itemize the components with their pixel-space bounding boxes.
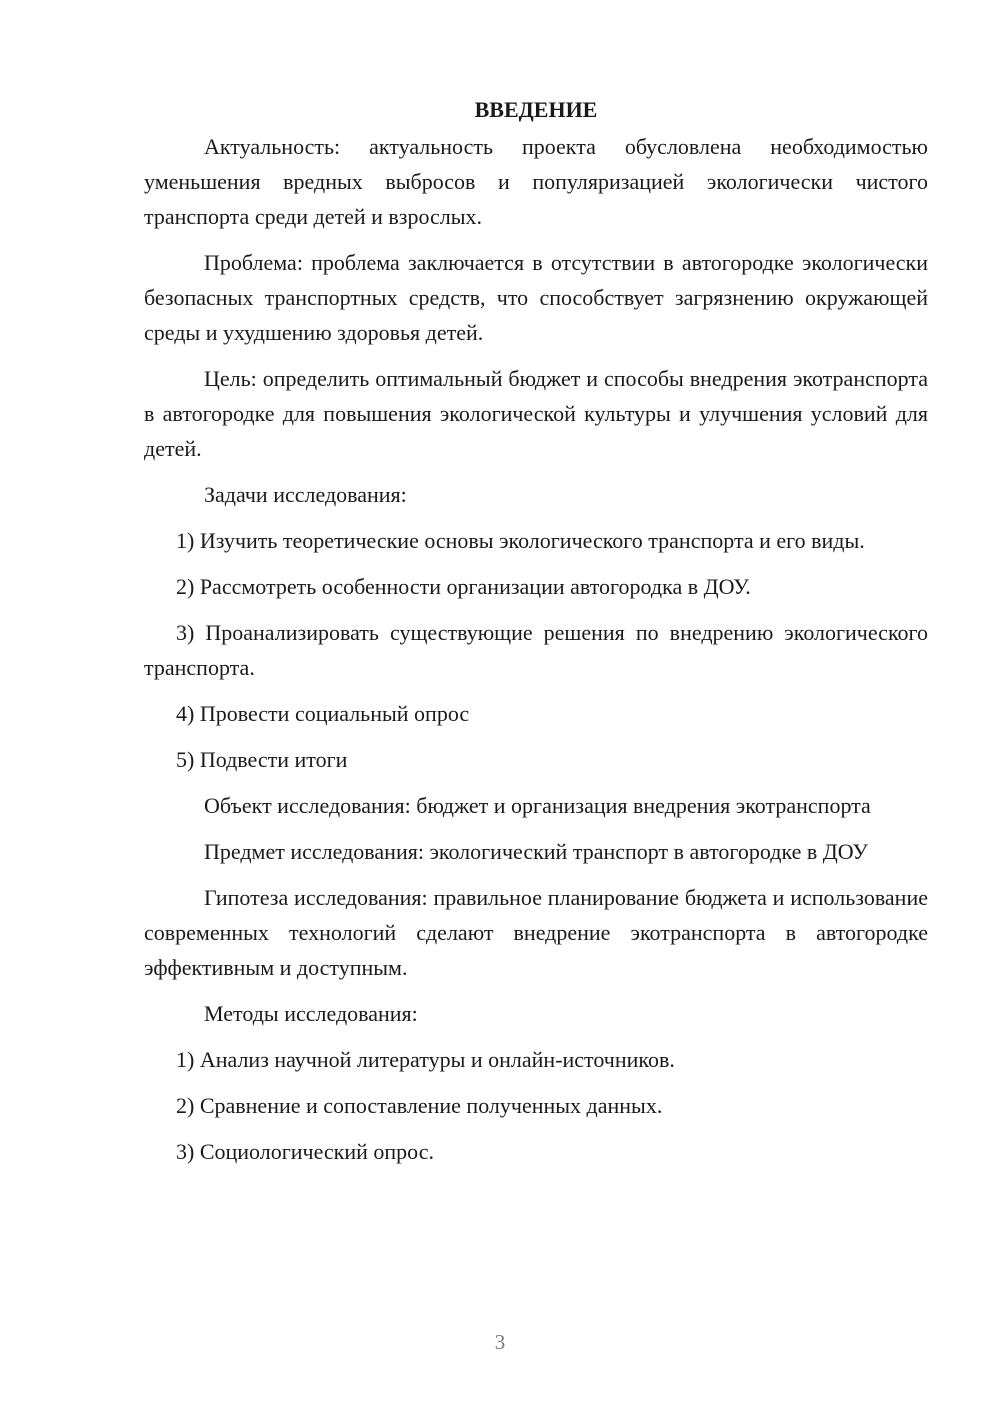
page-title: ВВЕДЕНИЕ — [474, 97, 598, 122]
document-page — [144, 92, 928, 1180]
task-item: 5) Подвести итоги — [176, 747, 348, 772]
goal-paragraph: Цель: определить оптимальный бюджет и способы внедрения экотранспорта в автогородке для повышения экологической культуры и улучшения условий для детей. — [144, 366, 928, 461]
object-paragraph: Объект исследования: бюджет и организация внедрения экотранспорта — [204, 793, 871, 818]
subject-paragraph: Предмет исследования: экологический транспорт в автогородке в ДОУ — [204, 839, 868, 864]
task-item: 1) Изучить теоретические основы экологического транспорта и его виды. — [176, 528, 865, 553]
problem-paragraph: Проблема: проблема заключается в отсутствии в автогородке экологически безопасных транспортных средств, что способствует загрязнению окружающей среды и ухудшению здоровья детей. — [144, 250, 928, 345]
task-item: 2) Рассмотреть особенности организации автогородка в ДОУ. — [176, 574, 751, 599]
method-item: 3) Социологический опрос. — [176, 1139, 434, 1164]
hypothesis-paragraph: Гипотеза исследования: правильное планирование бюджета и использование современных технологий сделают внедрение экотранспорта в автогородке эффективным и доступным. — [144, 885, 928, 980]
methods-heading: Методы исследования: — [204, 1001, 418, 1026]
task-item: 3) Проанализировать существующие решения по внедрению экологического транспорта. — [144, 620, 928, 680]
method-item: 2) Сравнение и сопоставление полученных данных. — [176, 1093, 663, 1118]
method-item: 1) Анализ научной литературы и онлайн-источников. — [176, 1047, 675, 1072]
tasks-heading: Задачи исследования: — [204, 482, 407, 507]
relevance-paragraph: Актуальность: актуальность проекта обусловлена необходимостью уменьшения вредных выбросов и популяризацией экологически чистого транспорта среди детей и взрослых. — [144, 134, 928, 229]
task-item: 4) Провести социальный опрос — [176, 701, 470, 726]
page-number: 3 — [494, 1330, 506, 1354]
